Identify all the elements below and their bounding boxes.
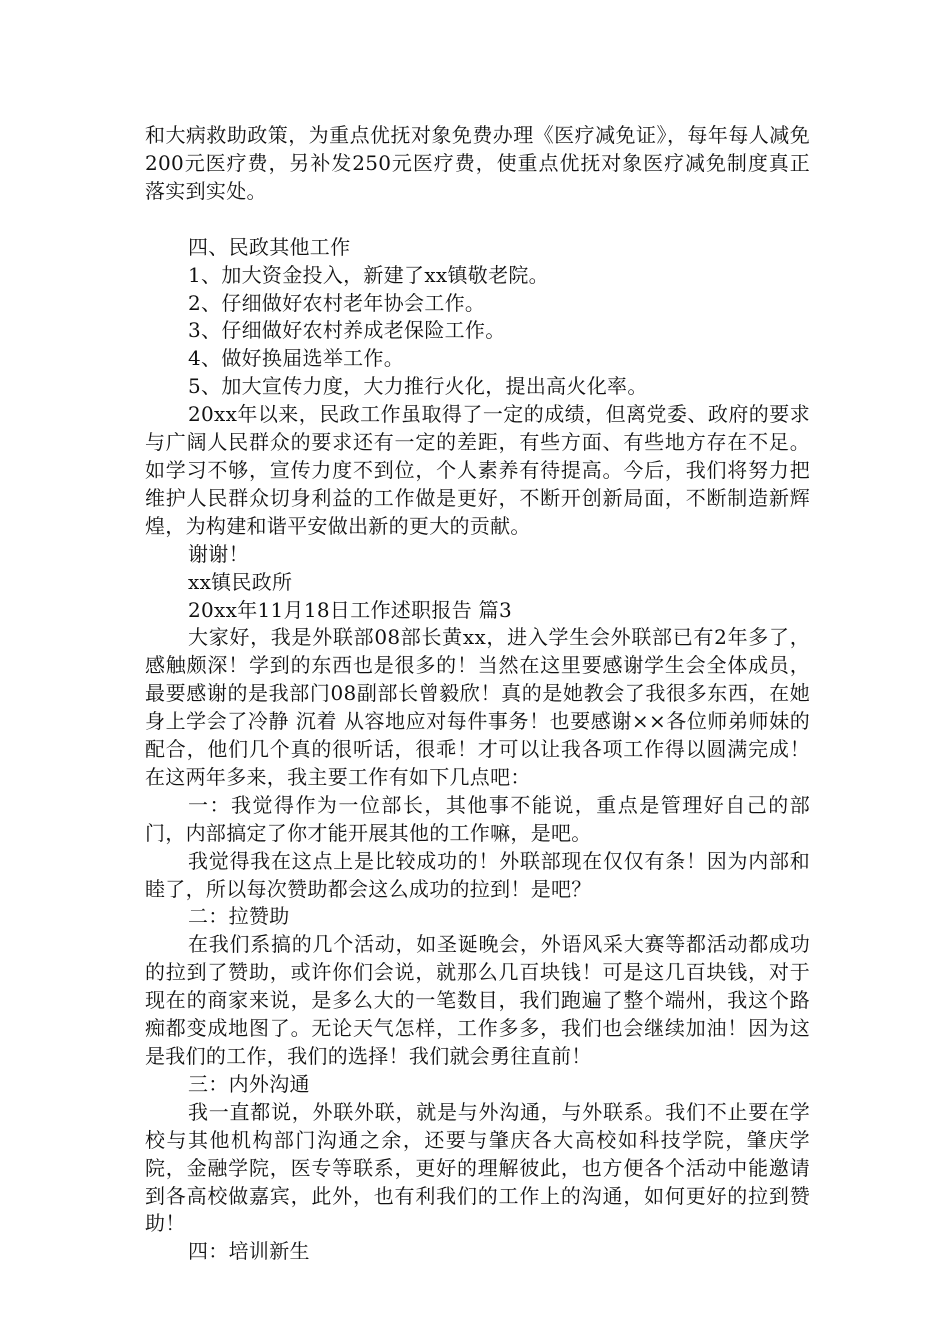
paragraph-communication: 我一直都说，外联外联，就是与外沟通，与外联系。我们不止要在学校与其他机构部门沟通之余，还要与肇庆各大高校如科技学院，肇庆学院，金融学院，医专等联系，更好的理解彼此，也方便各个活动中能邀请到各高校做嘉宾，此外，也有利我们的工作上的沟通，如何更好的拉到赞助！ <box>145 1099 810 1236</box>
list-item-4: 4、做好换届选举工作。 <box>188 346 405 371</box>
list-item-3: 3、仔细做好农村养成老保险工作。 <box>188 318 506 343</box>
document-body <box>145 122 810 1266</box>
paragraph-medical-policy: 和大病救助政策，为重点优抚对象免费办理《医疗减免证》，每年每人减免200元医疗费，另补发250元医疗费，使重点优抚对象医疗减免制度真正落实到实处。 <box>145 123 810 203</box>
paragraph-point-one: 一：我觉得作为一位部长，其他事不能说，重点是管理好自己的部门，内部搞定了你才能开展其他的工作嘛，是吧。 <box>145 792 810 845</box>
section-heading-communication: 三：内外沟通 <box>188 1071 310 1096</box>
list-item-5: 5、加大宣传力度，大力推行火化，提出高火化率。 <box>188 374 648 399</box>
signature-office: xx镇民政所 <box>188 569 293 594</box>
paragraph-thanks: 谢谢！ <box>188 541 249 566</box>
report-date-title: 20xx年11月18日工作述职报告 篇3 <box>188 597 512 622</box>
section-heading-sponsorship: 二：拉赞助 <box>188 904 290 929</box>
list-item-2: 2、仔细做好农村老年协会工作。 <box>188 290 486 315</box>
paragraph-sponsorship: 在我们系搞的几个活动，如圣诞晚会，外语风采大赛等都活动都成功的拉到了赞助，或许你们会说，就那么几百块钱！可是这几百块钱，对于现在的商家来说，是多么大的一笔数目，我们跑遍了整个端州，我这个路痴都变成地图了。无论天气怎样，工作多多，我们也会继续加油！因为这是我们的工作，我们的选择！我们就会勇往直前！ <box>145 932 810 1068</box>
section-heading-other-work: 四、民政其他工作 <box>188 234 351 259</box>
list-item-1: 1、加大资金投入，新建了xx镇敬老院。 <box>188 262 549 287</box>
paragraph-point-one-detail: 我觉得我在这点上是比较成功的！外联部现在仅仅有条！因为内部和睦了，所以每次赞助都会这么成功的拉到！是吧？ <box>145 848 810 901</box>
paragraph-greeting: 大家好，我是外联部08部长黄xx，进入学生会外联部已有2年多了，感触颇深！学到的东西也是很多的！当然在这里要感谢学生会全体成员，最要感谢的是我部门08副部长曾毅欣！真的是她教会了我很多东西，在她身上学会了冷静 沉着 从容地应对每件事务！也要感谢××各位师弟师妹的配合，他们几个真的很听话，很乖！才可以让我各项工作得以圆满完成！在这两年多来，我主要工作有如下几点吧： <box>145 625 810 789</box>
section-heading-training: 四：培训新生 <box>188 1239 310 1264</box>
paragraph-summary: 20xx年以来，民政工作虽取得了一定的成绩，但离党委、政府的要求与广阔人民群众的要求还有一定的差距，有些方面、有些地方存在不足。如学习不够，宣传力度不到位，个人素养有待提高。今后，我们将努力把维护人民群众切身利益的工作做是更好，不断开创新局面，不断制造新辉煌，为构建和谐平安做出新的更大的贡献。 <box>145 402 810 538</box>
